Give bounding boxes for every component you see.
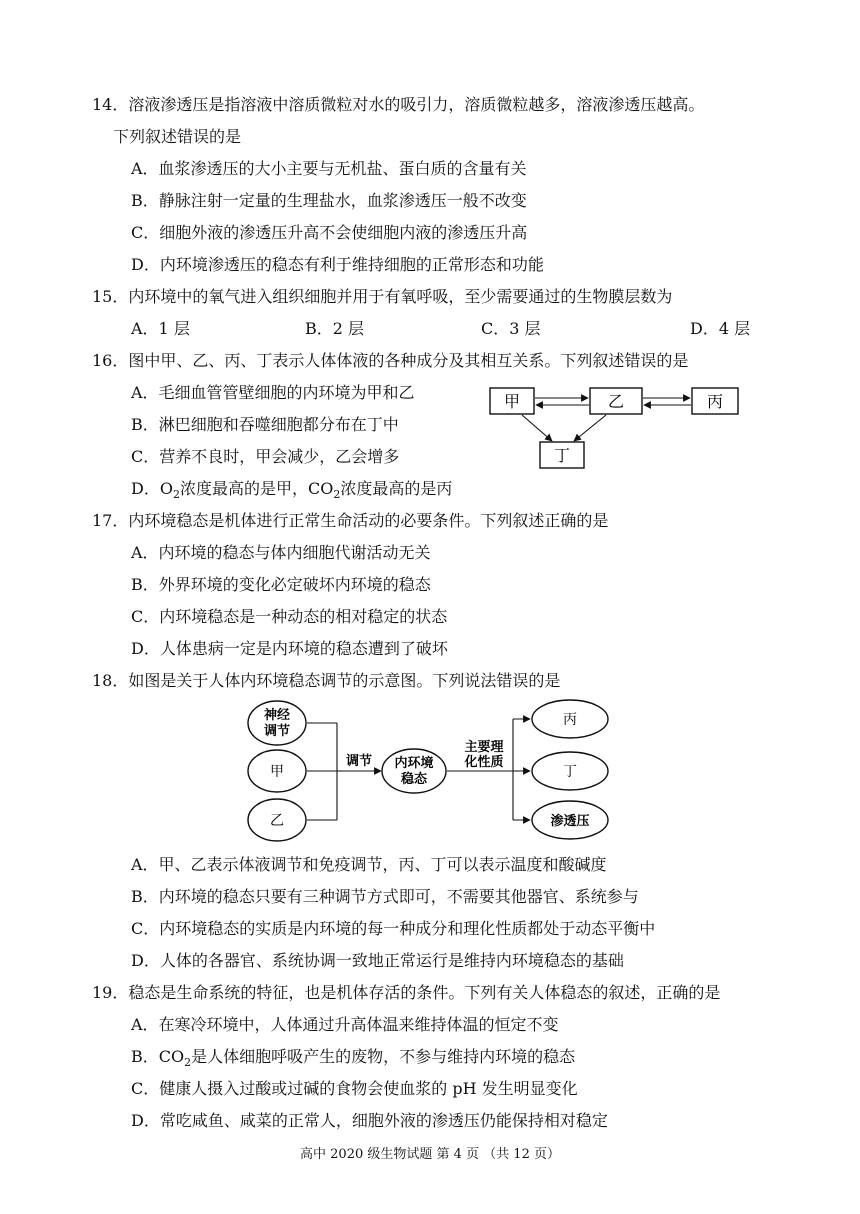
q15-option-b: B．2 层 xyxy=(305,319,365,338)
q18-option-a: A．甲、乙表示体液调节和免疫调节，丙、丁可以表示温度和酸碱度 xyxy=(131,855,607,874)
svg-text:乙: 乙 xyxy=(270,813,284,829)
body-fluid-diagram xyxy=(480,378,750,478)
q14-option-c: C．细胞外液的渗透压升高不会使细胞内液的渗透压升高 xyxy=(131,223,528,242)
svg-text:稳态: 稳态 xyxy=(400,772,428,787)
svg-text:丙: 丙 xyxy=(563,712,577,728)
q18-option-d: D．人体的各器官、系统协调一致地正常运行是维持内环境稳态的基础 xyxy=(131,951,624,970)
svg-text:神经: 神经 xyxy=(263,708,291,723)
homeostasis-regulation-diagram xyxy=(240,696,630,846)
q19-option-c: C．健康人摄入过酸或过碱的食物会使血浆的 pH 发生明显变化 xyxy=(131,1079,578,1098)
q14-option-d: D．内环境渗透压的稳态有利于维持细胞的正常形态和功能 xyxy=(131,255,544,274)
q14-option-b: B．静脉注射一定量的生理盐水，血浆渗透压一般不改变 xyxy=(131,191,527,210)
label-properties-2: 化性质 xyxy=(464,755,504,770)
q19-option-b: B．$CO_2$是人体细胞呼吸产生的废物，不参与维持内环境的稳态 xyxy=(131,1047,576,1070)
q16-option-b: B．淋巴细胞和吞噬细胞都分布在丁中 xyxy=(131,415,399,434)
label-ding: 丁 xyxy=(553,446,571,465)
q19-option-a: A．在寒冷环境中，人体通过升高体温来维持体温的恒定不变 xyxy=(131,1015,559,1034)
svg-text:内环境: 内环境 xyxy=(394,756,434,771)
svg-text:丁: 丁 xyxy=(563,764,577,780)
q15-option-a: A．1 层 xyxy=(131,319,190,338)
q16-option-c: C．营养不良时，甲会减少，乙会增多 xyxy=(131,447,400,466)
q18-option-b: B．内环境的稳态只要有三种调节方式即可，不需要其他器官、系统参与 xyxy=(131,887,639,906)
q17-option-a: A．内环境的稳态与体内细胞代谢活动无关 xyxy=(131,543,431,562)
q16-stem: 16．图中甲、乙、丙、丁表示人体体液的各种成分及其相互关系。下列叙述错误的是 xyxy=(92,351,689,370)
svg-text:渗透压: 渗透压 xyxy=(550,814,590,829)
q18-stem: 18．如图是关于人体内环境稳态调节的示意图。下列说法错误的是 xyxy=(92,671,561,690)
q16-option-a: A．毛细血管管壁细胞的内环境为甲和乙 xyxy=(131,383,415,402)
q19-stem: 19．稳态是生命系统的特征，也是机体存活的条件。下列有关人体稳态的叙述，正确的是 xyxy=(92,983,721,1002)
q17-option-d: D．人体患病一定是内环境的稳态遭到了破坏 xyxy=(131,639,448,658)
q14-stem-line2: 下列叙述错误的是 xyxy=(113,127,242,146)
q19-option-d: D．常吃咸鱼、咸菜的正常人，细胞外液的渗透压仍能保持相对稳定 xyxy=(131,1111,608,1130)
q14-option-a: A．血浆渗透压的大小主要与无机盐、蛋白质的含量有关 xyxy=(131,159,527,178)
q14-stem-line1: 14．溶液渗透压是指溶液中溶质微粒对水的吸引力，溶质微粒越多，溶液渗透压越高。 xyxy=(92,95,705,114)
svg-text:甲: 甲 xyxy=(270,764,284,780)
label-regulate: 调节 xyxy=(345,754,373,769)
q17-option-b: B．外界环境的变化必定破坏内环境的稳态 xyxy=(131,575,431,594)
label-bing: 丙 xyxy=(706,392,724,411)
q15-stem: 15．内环境中的氧气进入组织细胞并用于有氧呼吸，至少需要通过的生物膜层数为 xyxy=(92,287,673,306)
q15-option-d: D．4 层 xyxy=(690,319,751,338)
page-footer: 高中 2020 级生物试题 第 4 页 （共 12 页） xyxy=(300,1147,560,1162)
label-jia: 甲 xyxy=(503,392,521,411)
label-yi: 乙 xyxy=(607,392,625,411)
label-properties-1: 主要理 xyxy=(464,740,504,755)
q17-stem: 17．内环境稳态是机体进行正常生命活动的必要条件。下列叙述正确的是 xyxy=(92,511,609,530)
q15-option-c: C．3 层 xyxy=(481,319,541,338)
q16-option-d: D．$O_2$浓度最高的是甲，$CO_2$浓度最高的是丙 xyxy=(131,479,453,502)
q17-option-c: C．内环境稳态是一种动态的相对稳定的状态 xyxy=(131,607,448,626)
q18-option-c: C．内环境稳态的实质是内环境的每一种成分和理化性质都处于动态平衡中 xyxy=(131,919,656,938)
svg-text:调节: 调节 xyxy=(263,724,291,739)
